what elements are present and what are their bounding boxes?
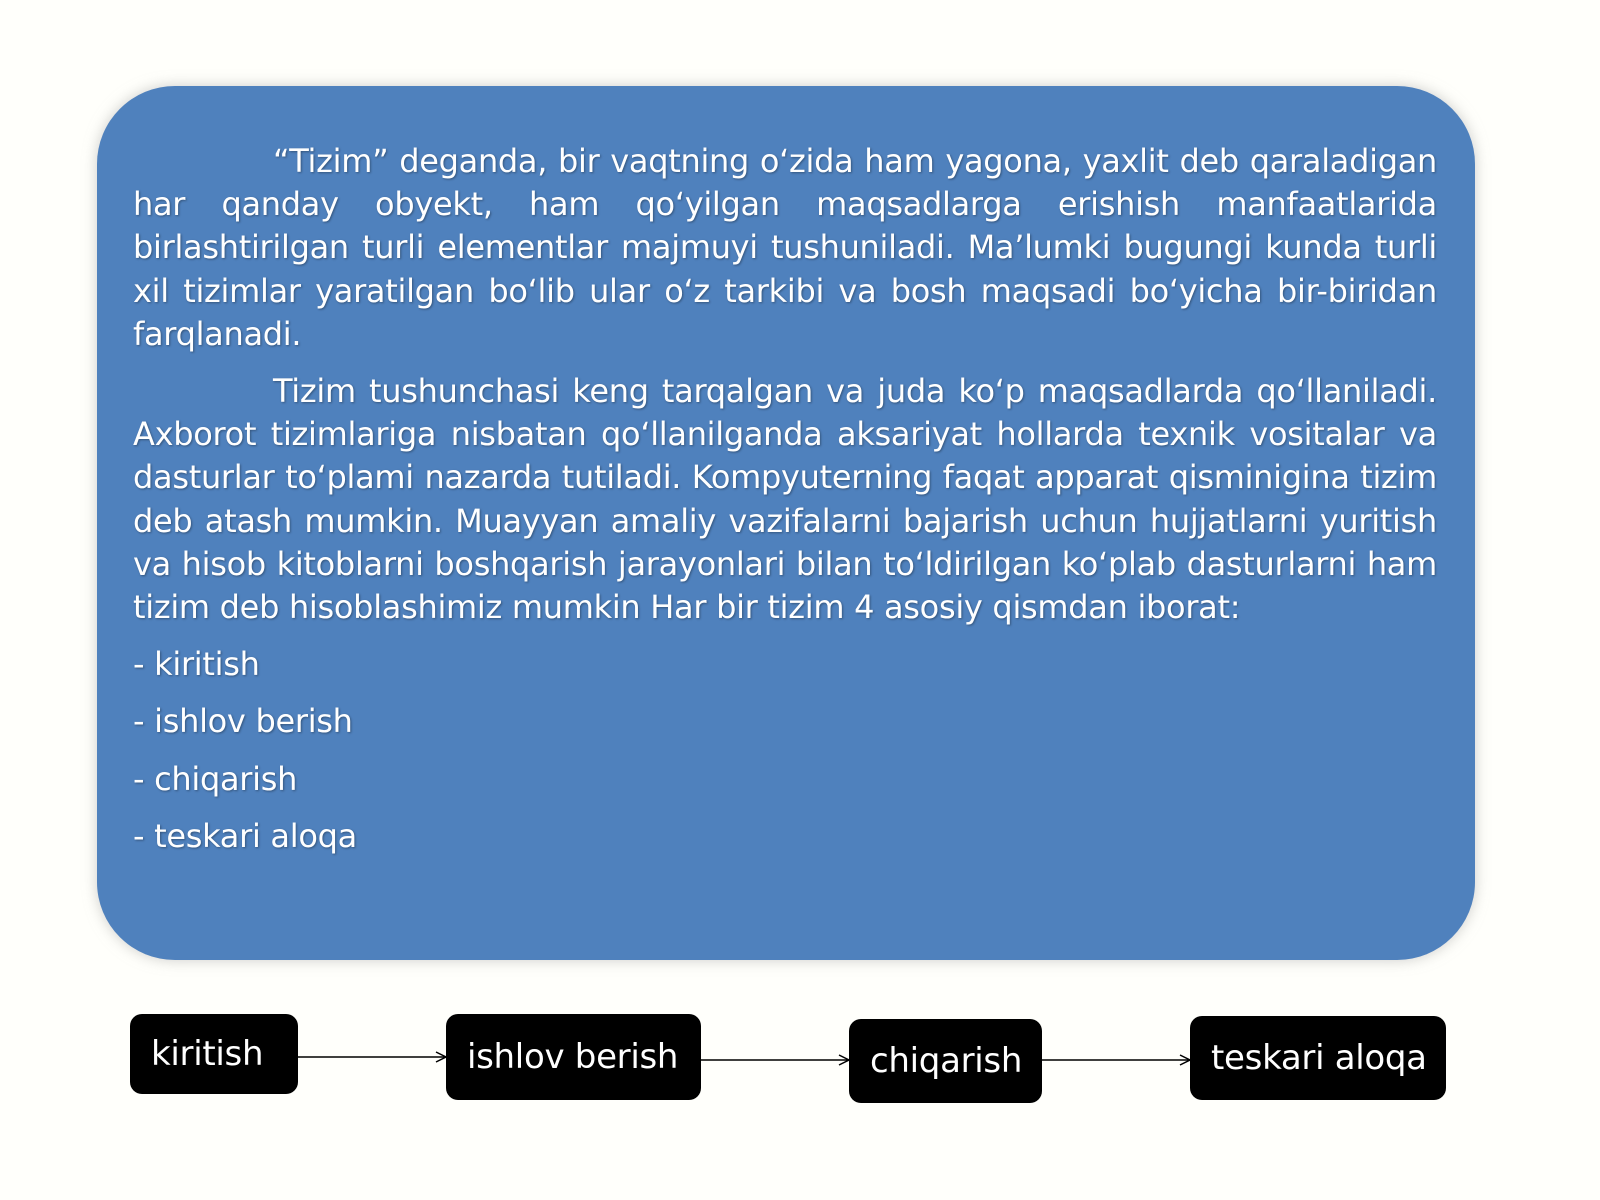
list-item: - teskari aloqa xyxy=(133,816,357,855)
box-ishlov-berish: ishlov berish xyxy=(446,1014,701,1100)
box-kiritish: kiritish xyxy=(130,1014,298,1094)
box-chiqarish: chiqarish xyxy=(849,1019,1042,1103)
list-item: - chiqarish xyxy=(133,759,298,798)
box-teskari-aloqa: teskari aloqa xyxy=(1190,1016,1446,1100)
paragraph-1: “Tizim” deganda, bir vaqtning oʻzida ham yagona, yaxlit deb qaraladigan har qanday obyekt, ham qoʻyilgan maqsadlarga erishish manfaatlarida birlashtirilgan turli elementlar majmuyi tushuniladi. Ma’lumki bugungi kunda turli xil tizimlar yaratilgan boʻlib ular oʻz tarkibi va bosh maqsadi boʻyicha bir-biridan farqlanadi. xyxy=(133,142,1437,353)
list-item: - ishlov berish xyxy=(133,702,353,741)
text-panel xyxy=(97,86,1475,960)
paragraph-2: Tizim tushunchasi keng tarqalgan va juda koʻp maqsadlarda qoʻllaniladi. Axborot tizimlariga nisbatan qoʻllanilganda aksariyat hollarda texnik vositalar va dasturlar toʻplami nazarda tutiladi. Kompyuterning faqat apparat qisminigina tizim deb atash mumkin. Muayyan amaliy vazifalarni bajarish uchun hujjatlarni yuritish va hisob kitoblarni boshqarish jarayonlari bilan toʻldirilgan koʻplab dasturlarni ham tizim deb hisoblashimiz mumkin Har bir tizim 4 asosiy qismdan iborat: xyxy=(133,372,1437,627)
list-item: - kiritish xyxy=(133,645,260,684)
